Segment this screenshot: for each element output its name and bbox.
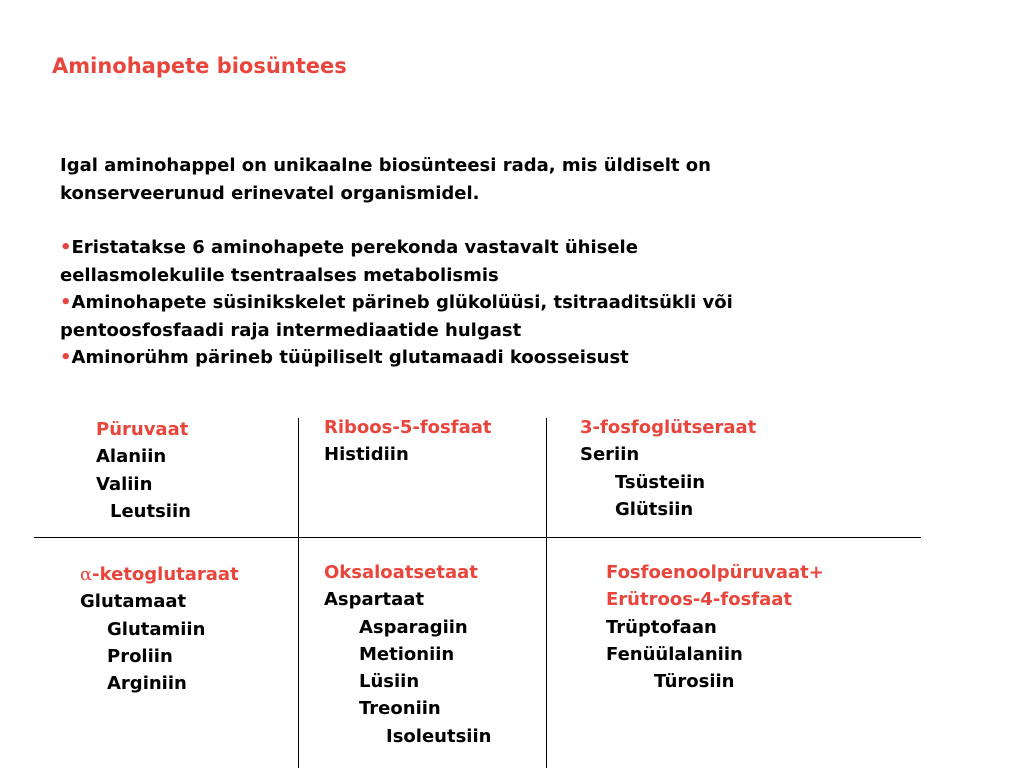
precursor-label: Fosfoenoolpüruvaat+ [606,562,824,583]
grid-divider-vertical-left [298,418,299,768]
amino-acid: Alaniin [96,446,167,468]
grid-divider-vertical-right [546,418,547,768]
precursor-label: Püruvaat [96,419,189,440]
bullet-item: •Aminorühm pärineb tüüpiliselt glutamaadi koosseisust [60,347,629,368]
amino-acid: Seriin [580,444,640,466]
bullet-item: •Eristatakse 6 aminohapete perekonda vastavalt ühisele eellasmolekulile tsentraalses metabolismis [60,237,638,286]
amino-acid: Leutsiin [110,500,191,522]
amino-acid: Tsüsteiin [615,471,706,493]
family-3-phosphoglycerate [580,414,756,523]
family-pep-erythrose-4-phosphate [606,559,824,695]
intro-text [60,152,800,372]
amino-acid: Glutamaat [80,591,187,613]
amino-acid: Trüptofaan [606,616,717,638]
bullet-dot: • [60,347,72,368]
precursor-label: α-ketoglutaraat [80,564,239,585]
amino-acid: Valiin [96,473,153,495]
family-oxaloacetate [324,559,491,750]
grid-divider-horizontal [34,537,921,538]
family-pyruvate [96,416,191,525]
bullet-list [60,234,800,372]
amino-acid: Proliin [107,645,173,667]
alpha-symbol: α [80,564,93,585]
amino-acid: Glutamiin [107,618,206,640]
amino-acid: Metioniin [359,643,455,665]
amino-acid: Lüsiin [359,671,420,693]
slide-title: Aminohapete biosüntees [52,54,347,78]
amino-acid: Aspartaat [324,589,425,611]
intro-paragraph: Igal aminohappel on unikaalne biosünteesi rada, mis üldiselt on konserveerunud erinevatel organismidel. [60,155,711,204]
amino-acid: Histidiin [324,444,409,466]
precursor-label: Oksaloatsetaat [324,562,478,583]
precursor-label: 3-fosfoglütseraat [580,417,757,438]
amino-acid: Isoleutsiin [386,725,492,747]
precursor-label: Riboos-5-fosfaat [324,417,492,438]
bullet-item: •Aminohapete süsinikskelet pärineb glükolüüsi, tsitraaditsükli või pentoosfosfaadi raja intermediaatide hulgast [60,292,733,341]
bullet-dot: • [60,237,72,258]
family-alpha-ketoglutarate [80,561,239,697]
amino-acid: Treoniin [359,698,441,720]
amino-acid: Arginiin [107,673,187,695]
bullet-dot: • [60,292,72,313]
amino-acid: Glütsiin [615,498,694,520]
amino-acid: Fenüülalaniin [606,643,743,665]
amino-acid: Türosiin [654,671,735,693]
precursor-label: Erütroos-4-fosfaat [606,589,793,611]
amino-acid: Asparagiin [359,616,468,638]
family-ribose-5-phosphate [324,414,491,469]
